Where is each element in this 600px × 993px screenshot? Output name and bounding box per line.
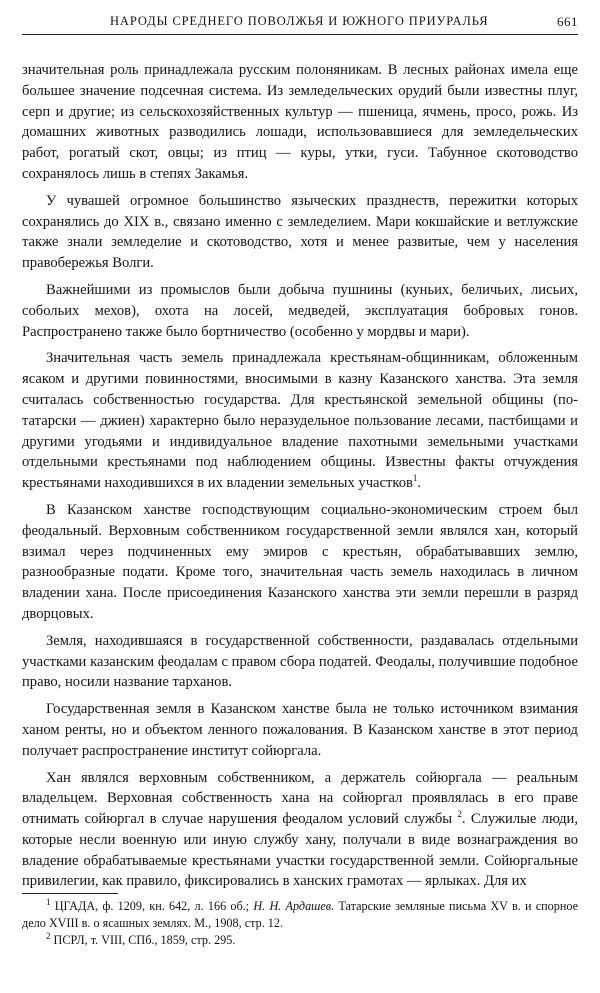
paragraph: Государственная земля в Казанском ханстве была не только источником взимания ханом ренты, но и объектом ленного пожалования. В Казанском ханстве в этот период получает распространение институт сойюргала. [22, 701, 578, 759]
paragraph: значительная роль принадлежала русским полоняникам. В лесных районах имела еще большее значение подсечная система. Из земледельческих орудий были известны плуг, серп и другие; из сельскохозяйственных культур — пшеница, ячмень, просо, рожь. Из домашних животных разводились лошади, использовавшиеся для земледельческих работ, рогатый скот, овцы; из птиц — куры, утки, гуси. Табунное скотоводство сохранялось лишь в степях Закамья. [22, 62, 578, 182]
footnote-rule [22, 893, 118, 894]
footnote-author: Н. Н. Ардашев. [253, 899, 335, 913]
footnote-ref: 1 [412, 473, 418, 484]
paragraph: Значительная часть земель принадлежала крестьянам-общинникам, обложенным ясаком и другими повинностями, вносимыми в казну Казанского ханства. Эта земля считалась собственностью государства. Для крестьянской земельной общины (по-татарски — джиен) характерно было неразудельное пользование лесами, пастбищами и другими угодьями и индивидуальное владение пахотными земельными участками отдельными крестьянами под наблюдением общины. Известны факты отчуждения крестьянами находившихся в их владении земельных участков$^1$. [22, 350, 578, 492]
paragraph: В Казанском ханстве господствующим социально-экономическим строем был феодальный. Верховным собственником государственной земли являлся хан, который взимал через подчиненных ему эмиров с крестьян, обрабатывавших землю, разнообразные подати. Кроме того, значительная часть земель находилась в личном владении хана. После присоединения Казанского ханства эти земли перешли в разряд дворцовых. [22, 501, 578, 622]
page-number: 661 [557, 14, 578, 29]
page-header [22, 14, 578, 34]
footnote: $^1$ ЦГАДА, ф. 1209, кн. 642, л. 166 об.; Н. Н. Ардашев. Татарские земляные письма XV в. и спорное дело XVIII в. о ясашных землях. М., 1908, стр. 12. [22, 896, 579, 930]
footnote-ref: 2 [457, 809, 462, 820]
paragraph: Важнейшими из промыслов были добыча пушнины (куньих, беличьих, лисьих, собольих мехов), охота на лосей, медведей, эксплуатация бобровых гонов. Распространено также было бортничество (особенно у мордвы и мари). [22, 281, 578, 340]
paragraph: Земля, находившаяся в государственной собственности, раздавалась отдельными участками казанским феодалам с правом сбора податей. Феодалы, получившие подобное право, носили название тарханов. [22, 632, 578, 691]
footnote: $^2$ ПСРЛ, т. VIII, СПб., 1859, стр. 295. [46, 930, 236, 947]
running-head: НАРОДЫ СРЕДНЕГО ПОВОЛЖЬЯ И ЮЖНОГО ПРИУРАЛЬЯ [110, 14, 489, 28]
header-rule [22, 34, 578, 35]
paragraph: Хан являлся верховным собственником, а держатель сойюргала — реальным владельцем. Верховная собственность хана на сойюргал проявлялась в его праве отнимать сойюргал в случае нарушения феодалом условий службы $^2$. Служилые люди, которые несли военную или иную службу хану, получали в виде вознаграждения во владение обрабатываемые крестьянами участки государственной земли. Сойюргальные привилегии, как правило, фиксировались в ханских грамотах — ярлыках. Для их [22, 769, 579, 890]
paragraph: У чувашей огромное большинство языческих празднеств, пережитки которых сохранялись до XIX в., связано именно с земледелием. Мари кокшайские и ветлужские также знали земледелие и скотоводство, хотя и менее развитые, чем у населения правобережья Волги. [22, 192, 578, 272]
body-text [22, 60, 578, 898]
footnotes [22, 898, 578, 949]
